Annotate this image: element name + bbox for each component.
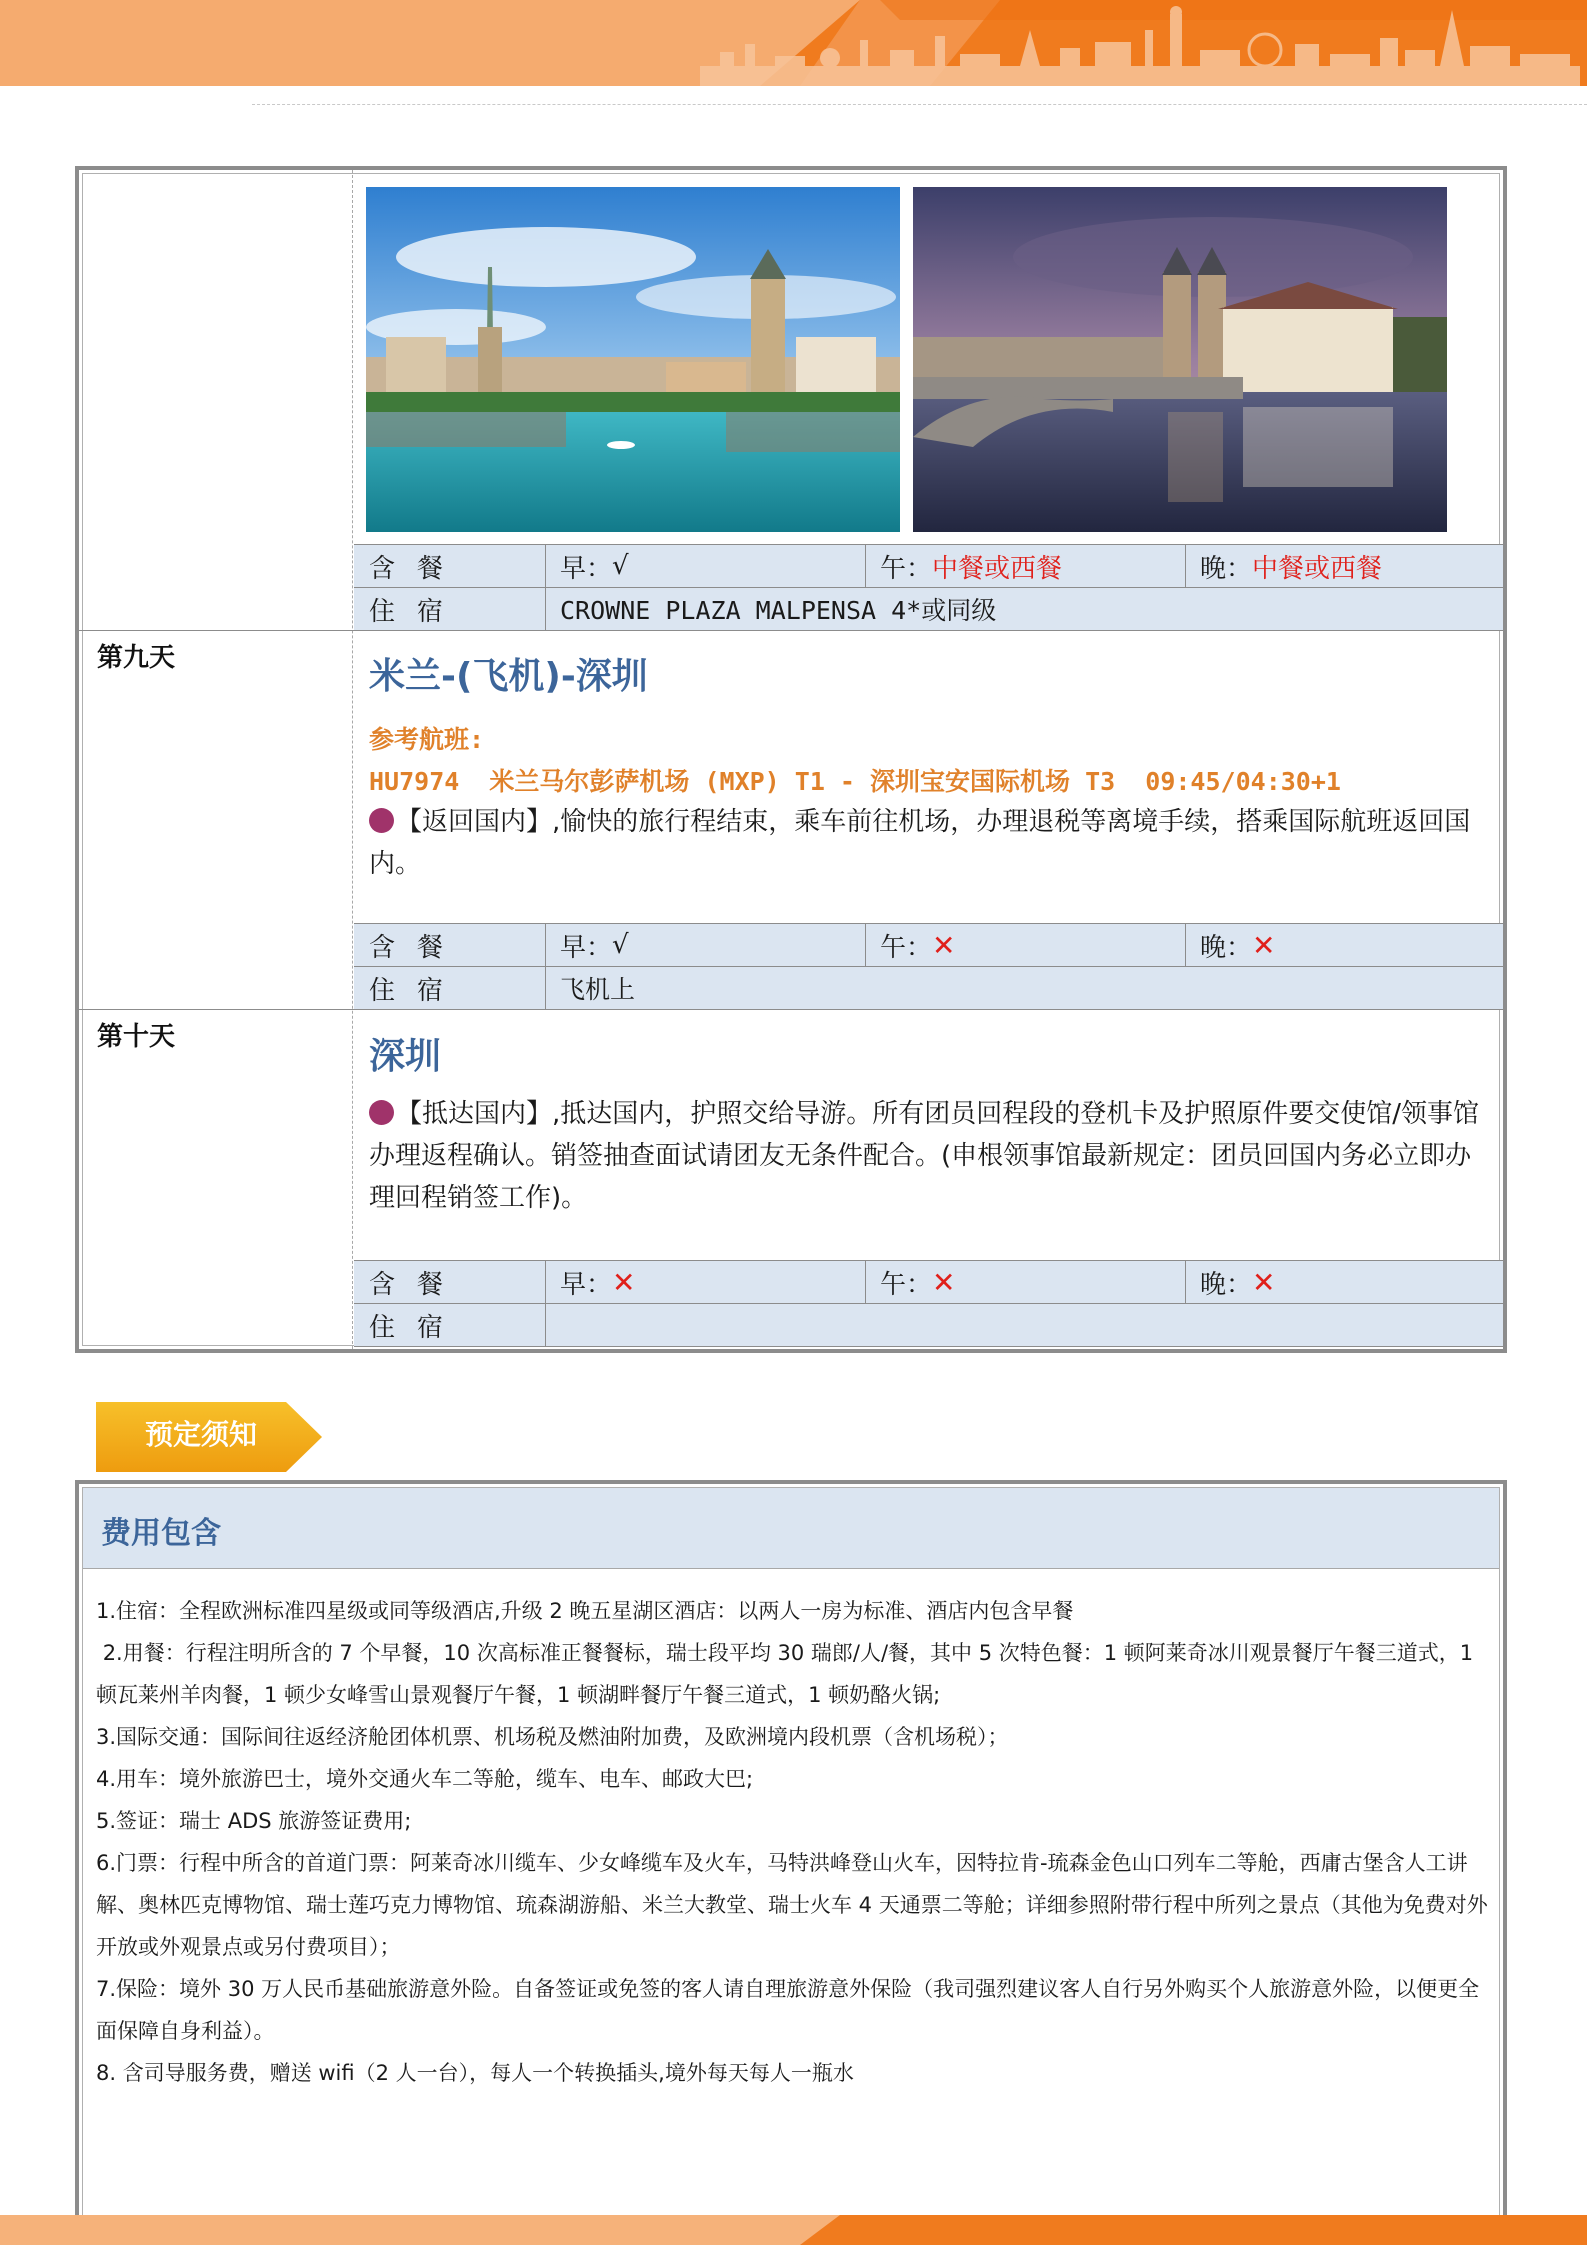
meals-label: 含餐	[354, 545, 546, 587]
day10-lodging-row	[354, 1303, 1503, 1347]
footer-banner	[0, 2215, 1587, 2245]
breakfast-value: √	[612, 551, 629, 581]
day9-label: 第九天	[97, 643, 176, 673]
day9-description: 【返回国内】,愉快的旅行程结束，乘车前往机场，办理退税等离境手续，搭乘国际航班返回国内。	[369, 807, 1471, 879]
list-item: 4.用车：境外旅游巴士，境外交通火车二等舱，缆车、电车、邮政大巴;	[96, 1767, 754, 1791]
list-item: 8. 含司导服务费，赠送 wifi（2 人一台），每人一个转换插头,境外每天每人一瓶水	[96, 2061, 854, 2085]
fees-title: 费用包含	[101, 1516, 221, 1551]
fees-included-box	[75, 1480, 1507, 2220]
row-divider	[79, 630, 1503, 631]
list-item: 1.住宿：全程欧洲标准四星级或同等级酒店,升级 2 晚五星湖区酒店：以两人一房为标准、酒店内包含早餐	[96, 1599, 1074, 1623]
lunch-x-icon: ✕	[932, 928, 956, 962]
dinner-cell: 晚： ✕	[1200, 928, 1276, 963]
day8-lodging-row	[354, 587, 1503, 631]
dinner-x-icon: ✕	[1252, 928, 1276, 962]
lodging-label: 住宿	[354, 588, 546, 630]
fees-header	[83, 1488, 1499, 1569]
lodging-value: 飞机上	[560, 975, 636, 1004]
breakfast-cell: 早： √	[546, 924, 866, 966]
header-banner	[0, 0, 1587, 86]
breakfast-value: √	[612, 930, 629, 960]
lunch-x-icon: ✕	[932, 1265, 956, 1299]
itinerary-table	[75, 166, 1507, 1353]
lodging-label: 住宿	[354, 1304, 546, 1346]
header-divider	[252, 104, 1587, 105]
lunch-cell: 午： 中餐或西餐	[866, 545, 1186, 587]
lodging-value: CROWNE PLAZA MALPENSA 4*或同级	[560, 596, 997, 625]
lunch-cell: 午： ✕	[866, 1261, 1186, 1303]
bullet-dot-icon	[369, 1100, 394, 1125]
dinner-cell: 晚： ✕	[1200, 1265, 1276, 1300]
booking-notice-title: 预定须知	[144, 1418, 257, 1451]
day-column-divider	[352, 170, 353, 1349]
day8-meals-row	[354, 544, 1503, 588]
row-divider	[79, 1009, 1503, 1010]
meals-label: 含餐	[354, 924, 546, 966]
day10-label: 第十天	[97, 1022, 176, 1052]
breakfast-cell: 早： ✕	[546, 1261, 866, 1303]
breakfast-cell: 早： √	[546, 545, 866, 587]
dinner-x-icon: ✕	[1252, 1265, 1276, 1299]
lunch-value: 中餐或西餐	[932, 553, 1063, 584]
header-skyline-graphic	[0, 0, 1587, 86]
list-item: 3.国际交通：国际间往返经济舱团体机票、机场税及燃油附加费，及欧洲境内段机票（含机场税）；	[96, 1725, 1009, 1749]
day9-lodging-row	[354, 966, 1503, 1010]
flight-detail: HU7974 米兰马尔彭萨机场 (MXP) T1 - 深圳宝安国际机场 T3 09:45/04:30+1	[369, 767, 1341, 796]
list-item: 6.门票：行程中所含的首道门票：阿莱奇冰川缆车、少女峰缆车及火车，马特洪峰登山火车，因特拉肯-琉森金色山口列车二等舱，西庸古堡含人工讲解、奥林匹克博物馆、瑞士莲巧克力博物馆、琉森湖游船、米兰大教堂、瑞士火车 4 天通票二等舱；详细参照附带行程中所列之景点（其他为免费对外开放或外观景点或另付费项目）；	[96, 1851, 1488, 1959]
day10-title: 深圳	[369, 1036, 442, 1077]
lodging-value	[546, 1304, 1503, 1346]
day10-meals-row	[354, 1260, 1503, 1304]
fees-list	[96, 1590, 1496, 2094]
meals-label: 含餐	[354, 1261, 546, 1303]
day9-title: 米兰-(飞机)-深圳	[369, 656, 648, 697]
list-item: 7.保险：境外 30 万人民币基础旅游意外险。自备签证或免签的客人请自理旅游意外保险（我司强烈建议客人自行另外购买个人旅游意外险，以便更全面保障自身利益）。	[96, 1977, 1480, 2043]
day9-meals-row	[354, 923, 1503, 967]
list-item: 2.用餐：行程注明所含的 7 个早餐，10 次高标准正餐餐标，瑞士段平均 30 瑞郎/人/餐，其中 5 次特色餐：1 顿阿莱奇冰川观景餐厅午餐三道式，1 顿瓦莱州羊肉餐，1 顿少女峰雪山景观餐厅午餐，1 顿湖畔餐厅午餐三道式，1 顿奶酪火锅;	[96, 1641, 1480, 1707]
dinner-value: 中餐或西餐	[1252, 553, 1383, 584]
lodging-label: 住宿	[354, 967, 546, 1009]
list-item: 5.签证：瑞士 ADS 旅游签证费用;	[96, 1809, 412, 1833]
lunch-cell: 午： ✕	[866, 924, 1186, 966]
zurich-river-photo	[366, 187, 900, 532]
dinner-cell: 晚： 中餐或西餐	[1186, 545, 1503, 587]
footer-stripe-graphic	[0, 2215, 1587, 2245]
bullet-dot-icon	[369, 808, 394, 833]
flight-heading: 参考航班:	[369, 725, 485, 754]
day10-description: 【抵达国内】,抵达国内，护照交给导游。所有团员回程段的登机卡及护照原件要交使馆/领事馆办理返程确认。销签抽查面试请团友无条件配合。(申根领事馆最新规定：团员回国内务必立即办理回程销签工作)。	[369, 1099, 1480, 1213]
zurich-bridge-dusk-photo	[913, 187, 1447, 532]
booking-notice-tab	[96, 1402, 326, 1472]
breakfast-x-icon: ✕	[612, 1265, 636, 1299]
